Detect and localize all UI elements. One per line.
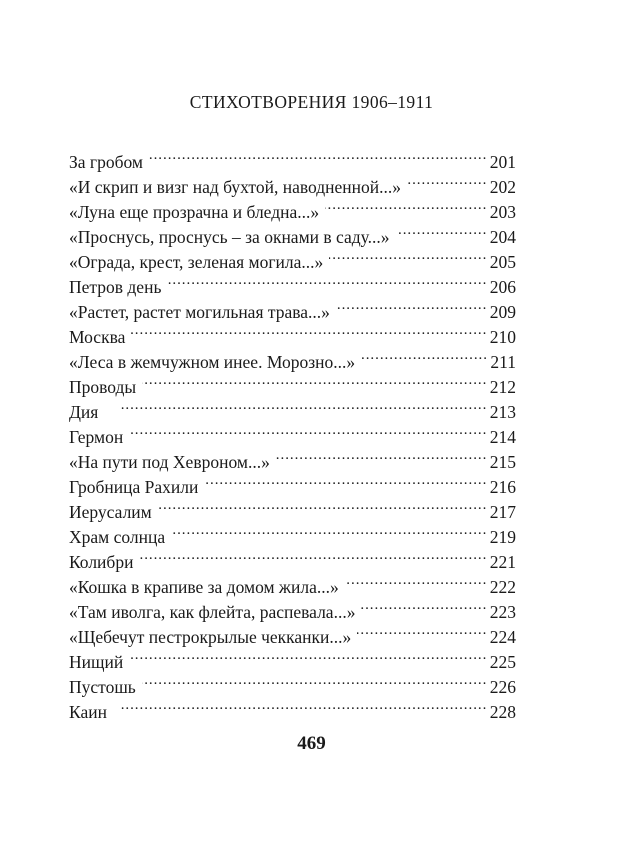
toc-entry-page: 219 <box>489 527 516 547</box>
toc-entry <box>69 143 516 172</box>
toc-entry <box>69 418 516 447</box>
toc-entry-page: 203 <box>489 202 516 222</box>
dot-leader <box>113 693 486 718</box>
toc-entry-page: 212 <box>489 377 516 397</box>
toc-entry-page: 221 <box>489 552 516 572</box>
toc-entry-page: 201 <box>489 152 516 172</box>
toc-entry-page: 210 <box>489 327 516 347</box>
dot-leader <box>139 543 485 568</box>
dot-leader <box>129 643 486 668</box>
toc-entry-page: 211 <box>490 352 516 372</box>
dot-leader <box>167 268 485 293</box>
toc-entry <box>69 318 516 347</box>
dot-leader <box>104 393 485 418</box>
toc-entry-title: Петров день <box>69 277 162 297</box>
toc-entry-title: Храм солнца <box>69 527 166 547</box>
toc-entry-title: Гермон <box>69 427 124 447</box>
toc-entry-title: «Кошка в крапиве за домом жила...» <box>69 577 339 597</box>
dot-leader <box>142 668 486 693</box>
dot-leader <box>357 618 485 643</box>
toc-entry-page: 226 <box>489 677 516 697</box>
dot-leader <box>396 218 486 243</box>
toc-entry-page: 228 <box>489 702 516 722</box>
dot-leader <box>204 468 485 493</box>
section-title: СТИХОТВОРЕНИЯ 1906–1911 <box>189 92 434 112</box>
toc-entry <box>69 343 516 372</box>
toc-entry <box>69 443 516 472</box>
dot-leader <box>149 143 486 168</box>
toc-entry-title: Колибри <box>69 552 134 572</box>
toc-entry-title: «Там иволга, как флейта, распевала...» <box>69 602 356 622</box>
toc-entry-page: 217 <box>489 502 516 522</box>
toc-entry-page: 222 <box>489 577 516 597</box>
toc-entry-page: 216 <box>489 477 516 497</box>
dot-leader <box>142 368 486 393</box>
toc-entry-title: Каин <box>69 702 107 722</box>
page-number: 469 <box>297 733 326 754</box>
toc-entry-title: «Ограда, крест, зеленая могила...» <box>69 252 324 272</box>
toc-entry-title: Пустошь <box>69 677 136 697</box>
toc-entry-title: «Луна еще прозрачна и бледна...» <box>69 202 320 222</box>
toc-entry <box>69 643 516 672</box>
toc-entry-title: «Щебечут пестрокрылые чекканки...» <box>69 627 352 647</box>
toc-entry-title: Иерусалим <box>69 502 152 522</box>
toc-entry-page: 214 <box>489 427 516 447</box>
toc-entry-title: За гробом <box>69 152 143 172</box>
toc-entry-page: 206 <box>489 277 516 297</box>
toc-entry-page: 204 <box>489 227 516 247</box>
toc-entry-title: «Леса в жемчужном инее. Морозно...» <box>69 352 356 372</box>
toc-entry-title: «Проснусь, проснусь – за окнами в саду...» <box>69 227 390 247</box>
toc-entry-page: 215 <box>489 452 516 472</box>
toc-entry <box>69 668 516 697</box>
toc-entry-page: 209 <box>489 302 516 322</box>
dot-leader <box>158 493 486 518</box>
table-of-contents <box>69 143 516 722</box>
toc-entry-title: «Растет, растет могильная трава...» <box>69 302 330 322</box>
toc-entry-page: 225 <box>489 652 516 672</box>
toc-entry-page: 205 <box>489 252 516 272</box>
dot-leader <box>276 443 486 468</box>
toc-entry-title: Гробница Рахили <box>69 477 199 497</box>
dot-leader <box>336 293 486 318</box>
dot-leader <box>131 318 485 343</box>
dot-leader <box>361 593 485 618</box>
toc-entry-title: Проводы <box>69 377 137 397</box>
toc-entry-page: 224 <box>489 627 516 647</box>
toc-entry-page: 213 <box>489 402 516 422</box>
toc-entry-title: «На пути под Хевроном...» <box>69 452 270 472</box>
toc-entry-page: 223 <box>489 602 516 622</box>
dot-leader <box>329 243 485 268</box>
toc-entry <box>69 568 516 597</box>
toc-entry-page: 202 <box>489 177 516 197</box>
toc-entry <box>69 393 516 422</box>
dot-leader <box>171 518 486 543</box>
toc-entry-title: Москва <box>69 327 126 347</box>
toc-entry-title: «И скрип и визг над бухтой, наводненной...» <box>69 177 401 197</box>
dot-leader <box>361 343 486 368</box>
toc-entry-title: Нищий <box>69 652 124 672</box>
dot-leader <box>129 418 486 443</box>
toc-entry-title: Дия <box>69 402 99 422</box>
dot-leader <box>407 168 486 193</box>
dot-leader <box>325 193 486 218</box>
dot-leader <box>345 568 486 593</box>
toc-entry <box>69 693 516 722</box>
